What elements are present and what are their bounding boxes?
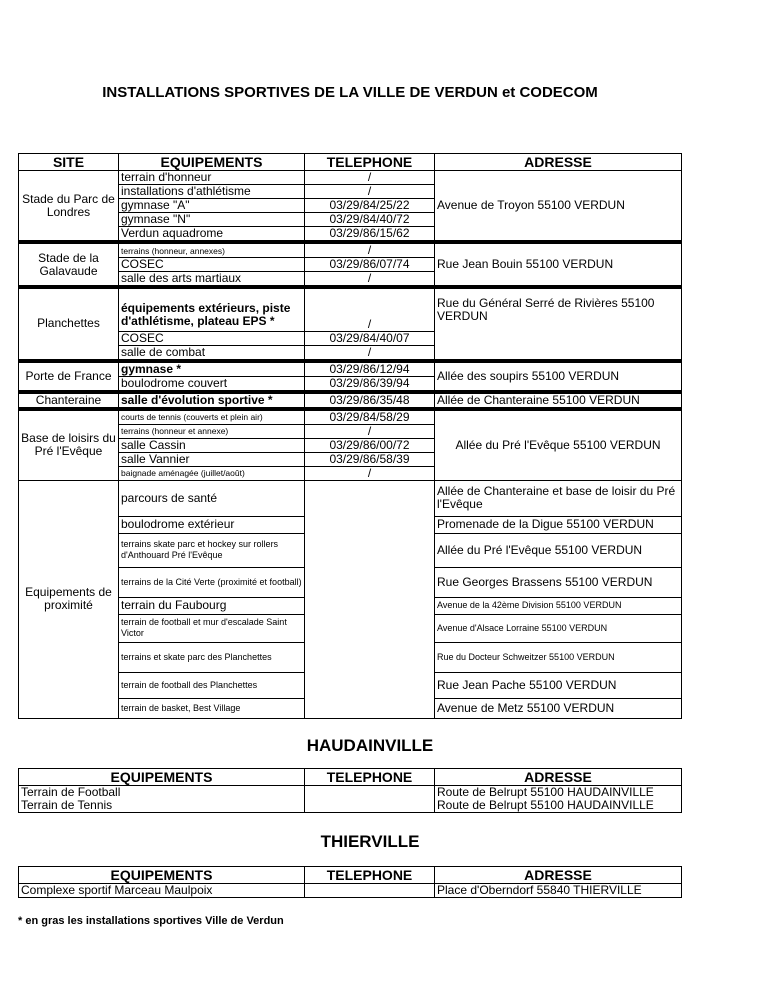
tel-cell: 03/29/86/58/39 — [305, 452, 435, 466]
header-telephone: TELEPHONE — [305, 769, 435, 786]
equip-cell: terrain du Faubourg — [119, 597, 305, 614]
header-row — [19, 867, 682, 884]
section-title-haudainville: HAUDAINVILLE — [306, 736, 434, 755]
tel-cell: 03/29/86/15/62 — [305, 227, 435, 243]
addr-cell: Rue du Docteur Schweitzer 55100 VERDUN — [435, 642, 682, 672]
header-site: SITE — [19, 154, 119, 171]
equip-cell: gymnase "N" — [119, 213, 305, 227]
footnote: * en gras les installations sportives Ville de Verdun — [18, 915, 284, 927]
tel-cell-empty — [305, 480, 435, 718]
header-equipements: EQUIPEMENTS — [119, 154, 305, 171]
table-row — [19, 392, 682, 409]
header-row — [19, 154, 682, 171]
table-row — [19, 786, 682, 800]
equip-cell: installations d'athlétisme — [119, 185, 305, 199]
table-row — [19, 171, 682, 185]
equip-cell: équipements extérieurs, piste d'athlétisme, plateau EPS * — [119, 287, 305, 331]
header-adresse: ADRESSE — [435, 154, 682, 171]
table-row — [19, 287, 682, 331]
equip-cell: Terrain de Football — [19, 786, 305, 800]
tel-cell: / — [305, 466, 435, 480]
site-stade-parc: Stade du Parc de Londres — [19, 171, 119, 243]
header-telephone: TELEPHONE — [305, 154, 435, 171]
addr-cell: Avenue de Metz 55100 VERDUN — [435, 698, 682, 718]
site-chanteraine: Chanteraine — [19, 392, 119, 409]
tel-cell: 03/29/84/40/72 — [305, 213, 435, 227]
equip-cell: salle de combat — [119, 345, 305, 361]
table-row — [19, 242, 682, 258]
tel-cell: 03/29/86/07/74 — [305, 258, 435, 272]
tel-cell: / — [305, 185, 435, 199]
equip-cell: terrains (honneur, annexes) — [119, 242, 305, 258]
addr-cell: Route de Belrupt 55100 HAUDAINVILLE — [435, 799, 682, 813]
site-equipements-proximite: Equipements de proximité — [19, 480, 119, 718]
addr-cell: Allée des soupirs 55100 VERDUN — [435, 361, 682, 392]
equip-cell: courts de tennis (couverts et plein air) — [119, 409, 305, 425]
addr-cell: Allée de Chanteraine et base de loisir du Pré l'Evêque — [435, 480, 682, 516]
equip-cell: terrain de football des Planchettes — [119, 672, 305, 698]
addr-cell: Route de Belrupt 55100 HAUDAINVILLE — [435, 786, 682, 800]
tel-cell: 03/29/84/58/29 — [305, 409, 435, 425]
equip-cell: boulodrome couvert — [119, 376, 305, 392]
equip-cell: terrain d'honneur — [119, 171, 305, 185]
header-row — [19, 769, 682, 786]
addr-cell: Allée du Pré l'Evêque 55100 VERDUN — [435, 409, 682, 481]
addr-cell: Rue du Général Serré de Rivières 55100 VERDUN — [435, 287, 682, 361]
table-row — [19, 480, 682, 516]
equip-cell: Verdun aquadrome — [119, 227, 305, 243]
equip-cell: terrain de basket, Best Village — [119, 698, 305, 718]
main-table — [18, 153, 682, 719]
addr-cell: Place d'Oberndorf 55840 THIERVILLE — [435, 884, 682, 898]
tel-cell-empty — [305, 786, 435, 813]
header-equipements: EQUIPEMENTS — [19, 769, 305, 786]
equip-cell: terrains de la Cité Verte (proximité et football) — [119, 567, 305, 597]
tel-cell: 03/29/86/12/94 — [305, 361, 435, 377]
table-row — [19, 409, 682, 425]
tel-cell: 03/29/86/39/94 — [305, 376, 435, 392]
addr-cell: Avenue de la 42ème Division 55100 VERDUN — [435, 597, 682, 614]
equip-cell: terrains skate parc et hockey sur rollers d'Anthouard Pré l'Evêque — [119, 533, 305, 567]
section-title-thierville: THIERVILLE — [320, 832, 420, 851]
equip-cell: terrains et skate parc des Planchettes — [119, 642, 305, 672]
equip-cell: terrains (honneur et annexe) — [119, 424, 305, 438]
equip-cell: COSEC — [119, 258, 305, 272]
addr-cell: Avenue d'Alsace Lorraine 55100 VERDUN — [435, 614, 682, 642]
tel-cell: 03/29/86/35/48 — [305, 392, 435, 409]
tel-cell: 03/29/84/25/22 — [305, 199, 435, 213]
header-equipements: EQUIPEMENTS — [19, 867, 305, 884]
equip-cell: baignade aménagée (juillet/août) — [119, 466, 305, 480]
equip-cell: COSEC — [119, 331, 305, 345]
site-galavaude: Stade de la Galavaude — [19, 242, 119, 287]
equip-cell: terrain de football et mur d'escalade Saint Victor — [119, 614, 305, 642]
header-adresse: ADRESSE — [435, 769, 682, 786]
addr-cell: Rue Jean Pache 55100 VERDUN — [435, 672, 682, 698]
haudainville-table — [18, 768, 682, 813]
tel-cell: 03/29/84/40/07 — [305, 331, 435, 345]
addr-cell: Rue Jean Bouin 55100 VERDUN — [435, 242, 682, 287]
tel-cell: / — [305, 424, 435, 438]
tel-cell: 03/29/86/00/72 — [305, 438, 435, 452]
addr-cell: Allée de Chanteraine 55100 VERDUN — [435, 392, 682, 409]
tel-cell-empty — [305, 884, 435, 898]
page-title: INSTALLATIONS SPORTIVES DE LA VILLE DE VERDUN et CODECOM — [102, 84, 598, 101]
equip-cell: parcours de santé — [119, 480, 305, 516]
addr-cell: Allée du Pré l'Evêque 55100 VERDUN — [435, 533, 682, 567]
site-base-de-loisirs: Base de loisirs du Pré l'Evêque — [19, 409, 119, 481]
equip-cell: Terrain de Tennis — [19, 799, 305, 813]
addr-cell: Avenue de Troyon 55100 VERDUN — [435, 171, 682, 243]
table-row — [19, 361, 682, 377]
equip-cell: salle d'évolution sportive * — [119, 392, 305, 409]
equip-cell: gymnase * — [119, 361, 305, 377]
table-row — [19, 884, 682, 898]
equip-cell: salle Cassin — [119, 438, 305, 452]
addr-cell: Promenade de la Digue 55100 VERDUN — [435, 516, 682, 533]
addr-cell: Rue Georges Brassens 55100 VERDUN — [435, 567, 682, 597]
site-planchettes: Planchettes — [19, 287, 119, 361]
thierville-table — [18, 866, 682, 898]
equip-cell: Complexe sportif Marceau Maulpoix — [19, 884, 305, 898]
tel-cell: / — [305, 242, 435, 258]
header-telephone: TELEPHONE — [305, 867, 435, 884]
equip-cell: salle Vannier — [119, 452, 305, 466]
site-porte-de-france: Porte de France — [19, 361, 119, 392]
tel-cell: / — [305, 272, 435, 288]
equip-cell: boulodrome extérieur — [119, 516, 305, 533]
equip-cell: gymnase "A" — [119, 199, 305, 213]
equip-cell: salle des arts martiaux — [119, 272, 305, 288]
tel-cell: / — [305, 345, 435, 361]
header-adresse: ADRESSE — [435, 867, 682, 884]
tel-cell: / — [305, 171, 435, 185]
tel-cell: / — [305, 287, 435, 331]
